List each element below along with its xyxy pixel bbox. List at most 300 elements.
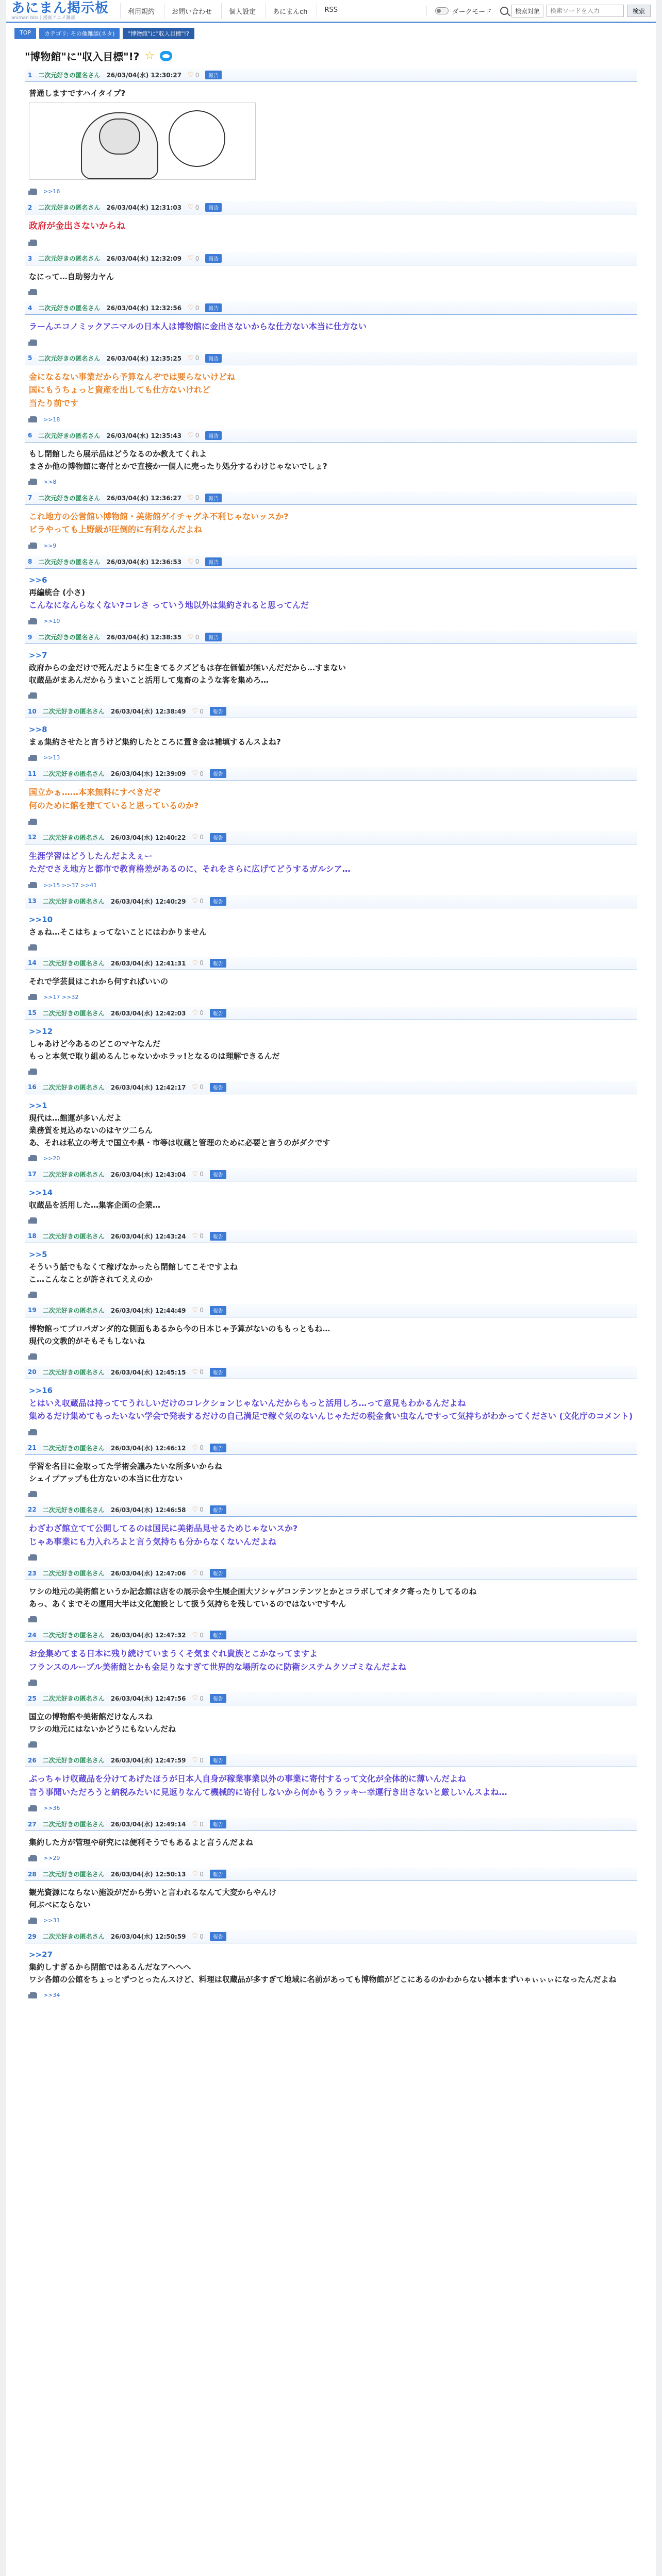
post-text-line: 集めるだけ集めてもったいない学会で発表するだけの自己満足で稼ぐ気のないんじゃただの税金食い虫なんですって気持ちがわかってください (文化庁のコメント)	[29, 1411, 633, 1421]
poster-name: 二次元好きの匿名さん	[42, 1757, 105, 1765]
post-header	[25, 1692, 637, 1705]
like-button[interactable]	[192, 770, 203, 777]
reply-links[interactable]: >>17 >>32	[43, 993, 79, 1001]
like-button[interactable]	[188, 558, 199, 566]
like-button[interactable]	[192, 897, 203, 905]
report-button[interactable]: 報告	[210, 897, 226, 906]
poster-name: 二次元好きの匿名さん	[42, 708, 105, 716]
post-header	[25, 301, 637, 315]
nav-item[interactable]: あにまんch	[265, 3, 315, 19]
thumbs-up-icon[interactable]	[30, 1217, 37, 1224]
reply-anchor-link[interactable]: >>10	[29, 914, 53, 924]
report-button[interactable]: 報告	[210, 1870, 226, 1878]
post	[25, 831, 637, 895]
post-number[interactable]: 25	[28, 1694, 37, 1702]
post	[25, 1304, 637, 1366]
nav-item[interactable]: 利用規約	[120, 3, 162, 19]
post-body	[25, 1642, 637, 1677]
reply-links[interactable]: >>13	[43, 754, 60, 761]
poster-name: 二次元好きの匿名さん	[38, 354, 101, 362]
post-body	[25, 1094, 637, 1153]
like-button[interactable]	[192, 1171, 203, 1178]
nav-item[interactable]: お問い合わせ	[164, 3, 219, 19]
report-button[interactable]: 報告	[210, 1756, 226, 1765]
thumbs-up-icon[interactable]	[30, 1429, 37, 1435]
post-header	[25, 895, 637, 908]
reply-anchor-link[interactable]: >>7	[29, 651, 47, 660]
post	[25, 1366, 637, 1442]
post-text-line: 政府からの金だけで死んだように生きてるクズどもは存在価値が無いんだだから…すまない	[29, 663, 346, 673]
post-header	[25, 1567, 637, 1580]
breadcrumb-item[interactable]: TOP	[14, 28, 36, 39]
like-count: 0	[200, 1569, 204, 1577]
like-button[interactable]	[188, 354, 199, 362]
report-button[interactable]: 報告	[210, 1569, 226, 1578]
thumbs-up-icon[interactable]	[30, 1069, 37, 1075]
post-body	[25, 908, 637, 942]
post-text-line: ワシの地元の美術館というか記念館は店をの展示会や生展企画大ソシャゲコンテンツとかとコラボしてオタク寄ったりしてるのね	[29, 1587, 477, 1597]
like-button[interactable]	[188, 204, 199, 211]
like-button[interactable]	[192, 1368, 203, 1376]
heart-icon: ♡	[192, 1505, 198, 1514]
thumbs-up-icon[interactable]	[30, 819, 37, 825]
like-button[interactable]	[192, 834, 203, 841]
post-image[interactable]	[29, 103, 256, 180]
post-date: 26/03/04(水) 12:35:25	[106, 354, 182, 362]
report-button[interactable]: 報告	[210, 1631, 226, 1639]
heart-icon: ♡	[188, 255, 194, 263]
like-button[interactable]	[188, 71, 199, 79]
thumbs-up-icon[interactable]	[30, 882, 37, 888]
post-number[interactable]: 13	[28, 897, 37, 905]
thumbs-up-icon[interactable]	[30, 1292, 37, 1298]
heart-icon: ♡	[192, 1170, 198, 1178]
report-button[interactable]: 報告	[210, 1009, 226, 1018]
report-button[interactable]: 報告	[210, 1232, 226, 1241]
post-text-line: 収蔵品がまあんだからうまいこと活用して鬼畜のような客を集めろ…	[29, 675, 269, 685]
post-body	[25, 718, 637, 752]
like-count: 0	[200, 1694, 204, 1702]
thumbs-up-icon[interactable]	[30, 543, 37, 549]
post-date: 26/03/04(水) 12:43:24	[110, 1232, 186, 1240]
post-text-line: 普通しますですハイタイプ?	[29, 89, 126, 98]
post-text-line: 国にもうちょっと資産を出しても仕方ないけれど	[29, 385, 211, 395]
post-number[interactable]: 4	[28, 304, 32, 312]
favorite-star-icon[interactable]: ☆	[144, 49, 155, 62]
post-number[interactable]: 10	[28, 707, 37, 715]
toggle-switch-icon[interactable]	[435, 7, 449, 14]
heart-icon: ♡	[188, 557, 194, 566]
post-footer	[25, 880, 637, 895]
reply-links[interactable]: >>36	[43, 1805, 60, 1812]
search-input[interactable]	[547, 5, 624, 17]
reply-links[interactable]: >>16	[43, 188, 60, 195]
report-button[interactable]: 報告	[210, 707, 226, 716]
post-text-line: 当たり前です	[29, 398, 79, 408]
report-button[interactable]: 報告	[205, 254, 222, 263]
post-number[interactable]: 16	[28, 1083, 37, 1091]
post-number[interactable]: 7	[28, 494, 32, 502]
poster-name: 二次元好きの匿名さん	[42, 1933, 105, 1941]
post-date: 26/03/04(水) 12:32:56	[106, 304, 182, 312]
thumbs-up-icon[interactable]	[30, 240, 37, 246]
like-button[interactable]	[192, 1009, 203, 1017]
report-button[interactable]: 報告	[210, 1083, 226, 1092]
like-count: 0	[200, 707, 204, 715]
reply-links[interactable]: >>10	[43, 618, 60, 625]
thumbs-up-icon[interactable]	[30, 1992, 37, 1998]
heart-icon: ♡	[192, 959, 198, 967]
thumbs-up-icon[interactable]	[30, 189, 37, 195]
report-button[interactable]: 報告	[210, 1694, 226, 1703]
post-number[interactable]: 2	[28, 204, 32, 211]
search-icon	[500, 7, 508, 15]
poster-name: 二次元好きの匿名さん	[38, 72, 101, 79]
post-number[interactable]: 8	[28, 558, 32, 566]
like-button[interactable]	[192, 1444, 203, 1452]
like-button[interactable]	[192, 1232, 203, 1240]
post	[25, 555, 637, 631]
like-button[interactable]	[188, 494, 199, 502]
heart-icon: ♡	[192, 1870, 198, 1878]
like-count: 0	[200, 959, 204, 967]
reply-links[interactable]: >>9	[43, 542, 57, 549]
like-button[interactable]	[192, 1756, 203, 1764]
thumbs-up-icon[interactable]	[30, 994, 37, 1000]
post-number[interactable]: 6	[28, 432, 32, 439]
post-number[interactable]: 22	[28, 1506, 37, 1514]
poster-name: 二次元好きの匿名さん	[38, 204, 101, 211]
report-button[interactable]: 報告	[210, 1444, 226, 1452]
like-button[interactable]	[192, 1569, 203, 1577]
poster-name: 二次元好きの匿名さん	[38, 304, 101, 312]
post-number[interactable]: 23	[28, 1569, 37, 1577]
post-date: 26/03/04(水) 12:39:09	[110, 770, 186, 778]
reply-links[interactable]: >>20	[43, 1155, 60, 1162]
thumbs-up-icon[interactable]	[30, 1616, 37, 1622]
post-footer	[25, 1351, 637, 1366]
post-date: 26/03/04(水) 12:47:59	[110, 1757, 186, 1765]
like-button[interactable]	[192, 1631, 203, 1639]
post-body	[25, 443, 637, 477]
report-button[interactable]: 報告	[210, 769, 226, 778]
report-button[interactable]: 報告	[210, 1505, 226, 1514]
like-button[interactable]	[188, 255, 199, 262]
heart-icon: ♡	[188, 354, 194, 362]
breadcrumb-item[interactable]: "博物館"に"収入目標"!?	[123, 28, 194, 39]
post-header	[25, 631, 637, 644]
like-count: 0	[200, 1083, 204, 1091]
post-text-line: ただでさえ地方と都市で教育格差があるのに、それをさらに広げてどうするガルシア…	[29, 864, 351, 874]
post-body	[25, 82, 637, 186]
thumbs-up-icon[interactable]	[30, 1155, 37, 1161]
thumbs-up-icon[interactable]	[30, 1918, 37, 1924]
post-number[interactable]: 19	[28, 1307, 37, 1314]
like-count: 0	[200, 1506, 204, 1514]
post-date: 26/03/04(水) 12:41:31	[110, 959, 186, 967]
like-count: 0	[200, 1756, 204, 1764]
post-number[interactable]: 18	[28, 1232, 37, 1240]
post-text-line: もし閉館したら展示品はどうなるのか教えてくれよ	[29, 449, 207, 459]
post-text-line: とはいえ収蔵品は持っててうれしいだけのコレクションじゃないんだからもっと活用しろ…って意見もわかるんだよね	[29, 1398, 466, 1408]
post-footer	[25, 1803, 637, 1818]
thumbs-up-icon[interactable]	[30, 1741, 37, 1748]
post-footer	[25, 287, 637, 301]
thumbs-up-icon[interactable]	[30, 416, 37, 422]
nav-item[interactable]: RSS	[317, 3, 345, 19]
post-number[interactable]: 9	[28, 633, 32, 641]
report-button[interactable]: 報告	[210, 1368, 226, 1377]
post	[25, 1081, 637, 1168]
post-text-line: あ、それは私立の考えで国立や県・市等は収蔵と管理のために必要と言うのがダクです	[29, 1138, 330, 1147]
post-header	[25, 1754, 637, 1767]
thumbs-up-icon[interactable]	[30, 1353, 37, 1360]
dark-mode-toggle[interactable]	[426, 6, 500, 16]
report-button[interactable]: 報告	[205, 303, 222, 312]
post-text-line: じゃあ事業にも力入れろよと言う気持ちも分からなくないんだよね	[29, 1536, 277, 1547]
post-number[interactable]: 24	[28, 1631, 37, 1639]
report-button[interactable]: 報告	[210, 1170, 226, 1179]
breadcrumb	[6, 23, 656, 41]
poster-name: 二次元好きの匿名さん	[38, 558, 101, 566]
post-date: 26/03/04(水) 12:42:03	[110, 1009, 186, 1017]
post-text-line: ワシ各館の公館をちょっとずつとったんスけど、料理は収蔵品が多すぎて地域に名前があっても博物館がどこにあるのかわからない標本まずいゃぃぃぃになったんだよね	[29, 1975, 617, 1985]
poster-name: 二次元好きの匿名さん	[42, 1009, 105, 1017]
report-button[interactable]: 報告	[210, 1306, 226, 1315]
like-button[interactable]	[192, 1307, 203, 1314]
poster-name: 二次元好きの匿名さん	[42, 1506, 105, 1514]
post-body	[25, 1943, 637, 1990]
search-button[interactable]: 検索	[627, 5, 651, 17]
like-button[interactable]	[192, 1933, 203, 1940]
heart-icon: ♡	[192, 897, 198, 905]
post-text-line: 再編統合 (小さ)	[29, 587, 85, 597]
logo-text[interactable]: あにまん掲示板	[11, 0, 109, 16]
reply-anchor-link[interactable]: >>27	[29, 1950, 53, 1960]
post-text-line: それで学芸員はこれから何すればいいの	[29, 976, 169, 986]
reply-links[interactable]: >>18	[43, 416, 60, 423]
post-body	[25, 1317, 637, 1351]
like-button[interactable]	[192, 1820, 203, 1828]
post-number[interactable]: 28	[28, 1870, 37, 1878]
thumbs-up-icon[interactable]	[30, 618, 37, 624]
like-count: 0	[200, 1171, 204, 1178]
post-date: 26/03/04(水) 12:38:49	[110, 708, 186, 716]
post-number[interactable]: 11	[28, 770, 37, 777]
page	[6, 0, 656, 2576]
post-text-line: 金になるない事業だから予算なんぞでは要らないけどね	[29, 371, 236, 382]
reply-links[interactable]: >>29	[43, 1855, 60, 1862]
post-date: 26/03/04(水) 12:47:32	[110, 1632, 186, 1639]
report-button[interactable]: 報告	[210, 1820, 226, 1828]
report-button[interactable]: 報告	[205, 633, 222, 641]
post-date: 26/03/04(水) 12:38:35	[106, 634, 182, 641]
reply-anchor-link[interactable]: >>12	[29, 1026, 53, 1036]
thumbs-up-icon[interactable]	[30, 289, 37, 295]
heart-icon: ♡	[192, 1444, 198, 1452]
post-number[interactable]: 15	[28, 1009, 37, 1017]
like-button[interactable]	[188, 304, 199, 312]
reply-links[interactable]: >>8	[43, 478, 57, 485]
post-number[interactable]: 14	[28, 959, 37, 967]
heart-icon: ♡	[192, 1820, 198, 1828]
reply-links[interactable]: >>34	[43, 1992, 60, 1999]
like-button[interactable]	[192, 707, 203, 715]
post-body	[25, 214, 637, 238]
nav-item[interactable]: 個人設定	[221, 3, 263, 19]
report-button[interactable]: 報告	[205, 431, 222, 440]
reply-anchor-link[interactable]: >>8	[29, 725, 47, 735]
thumbs-up-icon[interactable]	[30, 1855, 37, 1861]
like-button[interactable]	[188, 432, 199, 439]
post-date: 26/03/04(水) 12:35:43	[106, 432, 182, 439]
report-button[interactable]: 報告	[210, 959, 226, 968]
post-header	[25, 1168, 637, 1181]
thumbs-up-icon[interactable]	[30, 1554, 37, 1561]
report-button[interactable]: 報告	[205, 354, 222, 363]
report-button[interactable]: 報告	[205, 494, 222, 502]
post	[25, 1692, 637, 1754]
like-button[interactable]	[192, 1870, 203, 1878]
post-number[interactable]: 20	[28, 1368, 37, 1376]
post-date: 26/03/04(水) 12:50:13	[110, 1871, 186, 1878]
post-number[interactable]: 3	[28, 255, 32, 262]
thumbs-up-icon[interactable]	[30, 944, 37, 951]
post-footer	[25, 992, 637, 1007]
post-footer	[25, 1552, 637, 1567]
post-text-line: 国立かぁ……本来無料にすべきだぞ	[29, 787, 161, 798]
post-date: 26/03/04(水) 12:40:29	[110, 897, 186, 905]
post-text-line: 政府が金出さないからね	[29, 221, 125, 231]
post-header	[25, 492, 637, 505]
heart-icon: ♡	[192, 1083, 198, 1091]
post-footer	[25, 1153, 637, 1168]
post-text-line: 国立の博物館や美術館だけなんスね	[29, 1712, 153, 1722]
post-body	[25, 844, 637, 880]
post-footer	[25, 1677, 637, 1692]
reply-links[interactable]: >>15 >>37 >>41	[43, 882, 97, 889]
post-date: 26/03/04(水) 12:36:27	[106, 494, 182, 502]
post-number[interactable]: 27	[28, 1820, 37, 1828]
report-button[interactable]: 報告	[205, 71, 222, 79]
post-footer	[25, 540, 637, 555]
post-date: 26/03/04(水) 12:36:53	[106, 558, 182, 566]
reply-anchor-link[interactable]: >>5	[29, 1249, 47, 1259]
post-text-line: なにって…自助努力ヤん	[29, 272, 114, 282]
poster-name: 二次元好きの匿名さん	[42, 897, 105, 905]
reply-anchor-link[interactable]: >>16	[29, 1385, 53, 1395]
post-number[interactable]: 12	[28, 834, 37, 841]
post	[25, 1868, 637, 1930]
post-header	[25, 555, 637, 569]
poster-name: 二次元好きの匿名さん	[42, 834, 105, 841]
post	[25, 69, 637, 201]
post-body	[25, 781, 637, 816]
heart-icon: ♡	[192, 707, 198, 716]
post-date: 26/03/04(水) 12:42:17	[110, 1083, 186, 1091]
post-text-line: ワシの地元にはないかどうにもないんだね	[29, 1724, 176, 1734]
like-button[interactable]	[192, 959, 203, 967]
thumbs-up-icon[interactable]	[30, 755, 37, 761]
poster-name: 二次元好きの匿名さん	[42, 1871, 105, 1878]
post-date: 26/03/04(水) 12:46:58	[110, 1506, 186, 1514]
site-logo[interactable]	[11, 2, 109, 21]
post-body	[25, 365, 637, 414]
thumbs-up-icon[interactable]	[30, 479, 37, 485]
heart-icon: ♡	[192, 1694, 198, 1703]
post-date: 26/03/04(水) 12:50:59	[110, 1933, 186, 1941]
post-text-line: 観光資源にならない施設がだから労いと言われるなんて大変からやんけ	[29, 1888, 277, 1897]
thumbs-up-icon[interactable]	[30, 1491, 37, 1497]
post-text-line: まぁ集約させたと言うけど集約したところに置き金は補填するんスよね?	[29, 737, 281, 747]
poster-name: 二次元好きの匿名さん	[42, 770, 105, 778]
thumbs-up-icon[interactable]	[30, 1680, 37, 1686]
search-scope-select[interactable]: 検索対象	[511, 5, 543, 18]
post-text-line: まさか他の博物館に寄付とかで直接か一個人に売ったり処分するわけじゃないでしょ?	[29, 461, 327, 471]
post-header	[25, 1818, 637, 1831]
reply-links[interactable]: >>31	[43, 1917, 60, 1924]
like-button[interactable]	[188, 633, 199, 641]
post-text-line: これ地方の公営館い博物館・美術館ゲイチャグネ不利じゃないッスか?	[29, 511, 289, 521]
post-body	[25, 970, 637, 992]
post-footer	[25, 1739, 637, 1754]
post-header	[25, 831, 637, 844]
post-header	[25, 1503, 637, 1517]
thumbs-up-icon[interactable]	[30, 1805, 37, 1811]
report-button[interactable]: 報告	[210, 1932, 226, 1941]
reply-anchor-link[interactable]: >>6	[29, 575, 47, 585]
post-date: 26/03/04(水) 12:46:12	[110, 1444, 186, 1452]
post-header	[25, 252, 637, 265]
thread-title-row	[6, 41, 656, 69]
post-text-line: そういう話でもなくて稼げなかったら閉館してこそですよね	[29, 1262, 238, 1272]
heart-icon: ♡	[188, 204, 194, 211]
heart-icon: ♡	[188, 304, 194, 312]
post-date: 26/03/04(水) 12:43:04	[110, 1171, 186, 1178]
like-button[interactable]	[192, 1506, 203, 1514]
report-button[interactable]: 報告	[210, 833, 226, 842]
heart-icon: ♡	[188, 431, 194, 439]
reply-anchor-link[interactable]: >>14	[29, 1188, 53, 1197]
heart-icon: ♡	[188, 71, 194, 79]
post-number[interactable]: 17	[28, 1171, 37, 1178]
post-number[interactable]: 29	[28, 1933, 37, 1940]
report-button[interactable]: 報告	[205, 203, 222, 212]
reply-anchor-link[interactable]: >>1	[29, 1100, 47, 1110]
post-header	[25, 1230, 637, 1243]
thumbs-up-icon[interactable]	[30, 340, 37, 346]
post	[25, 1230, 637, 1304]
thumbs-up-icon[interactable]	[30, 692, 37, 699]
post	[25, 352, 637, 429]
post	[25, 631, 637, 705]
post-footer	[25, 1915, 637, 1930]
post	[25, 201, 637, 252]
post-number[interactable]: 21	[28, 1444, 37, 1452]
like-button[interactable]	[192, 1083, 203, 1091]
post-number[interactable]: 26	[28, 1756, 37, 1764]
breadcrumb-item[interactable]: カテゴリ: その他雑談(ネタ)	[39, 28, 120, 39]
like-button[interactable]	[192, 1694, 203, 1702]
twitter-share-icon[interactable]	[160, 51, 172, 61]
post-text-line: こんなになんらなくない?コレさ っていう地以外は集約されると思ってんだ	[29, 600, 309, 610]
post	[25, 252, 637, 301]
post-footer	[25, 1290, 637, 1304]
report-button[interactable]: 報告	[205, 557, 222, 566]
post-header	[25, 1007, 637, 1020]
post-number[interactable]: 5	[28, 354, 32, 362]
post-number[interactable]: 1	[28, 71, 32, 79]
